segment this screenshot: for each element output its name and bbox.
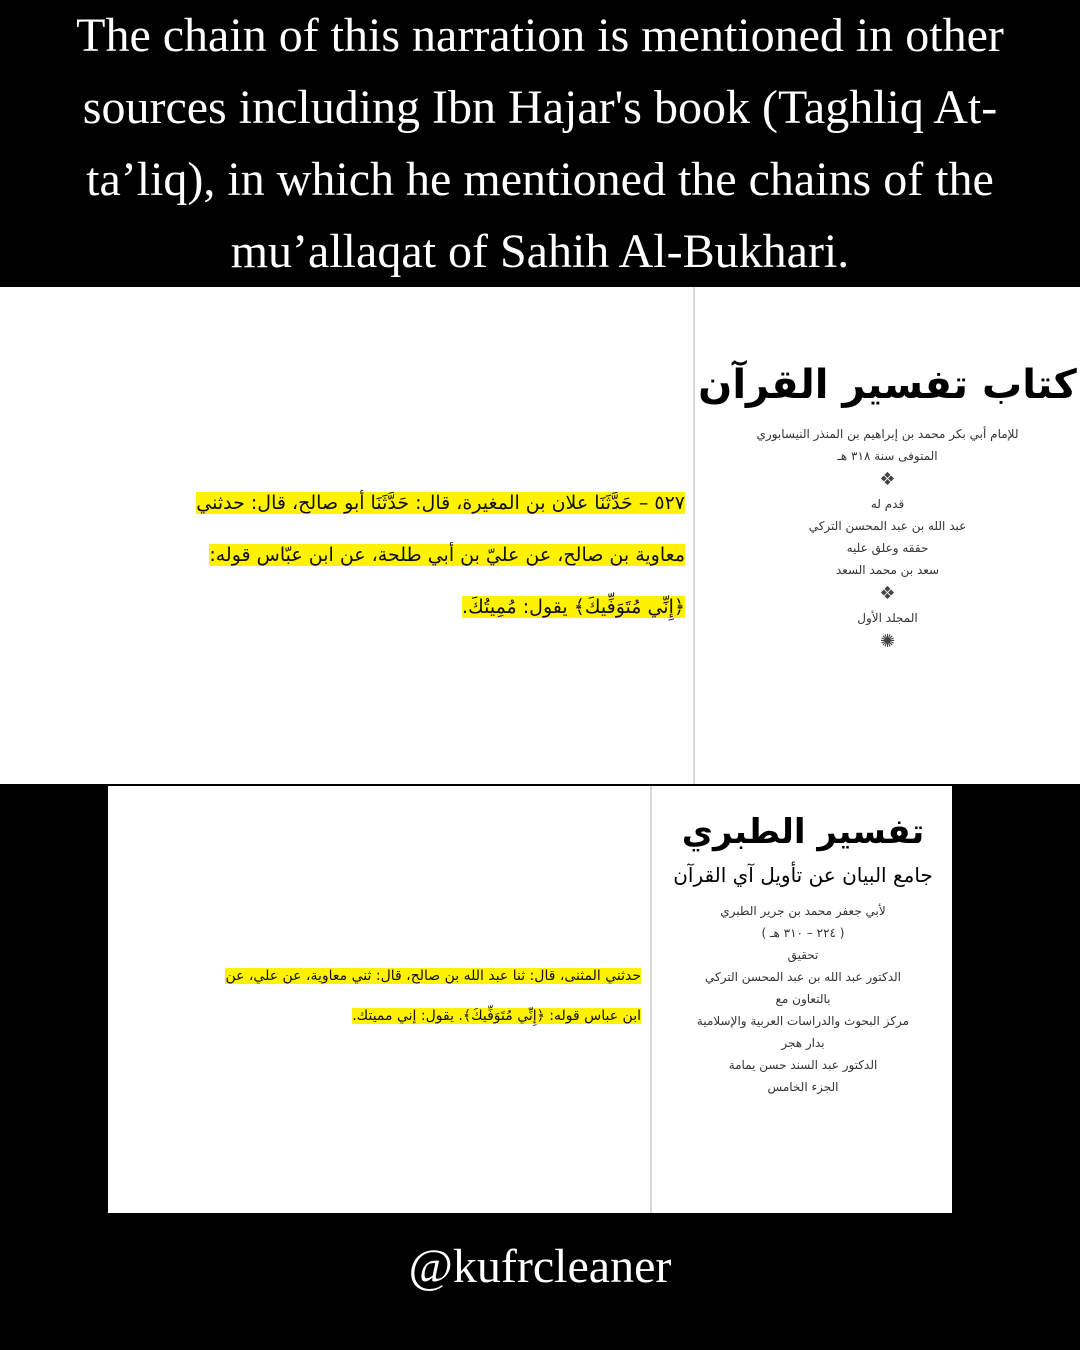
book-title: كتاب تفسير القرآن	[698, 362, 1077, 408]
account-handle: @kufrcleaner	[408, 1240, 672, 1293]
excerpt-line	[10, 581, 685, 633]
cover-text	[652, 900, 952, 1098]
cover-line: حققه وعلق عليه	[846, 541, 929, 555]
excerpt-line	[10, 529, 685, 581]
cover-line: قدم له	[870, 497, 905, 511]
book-title: تفسير الطبري	[681, 812, 925, 852]
cover-line: مركز البحوث والدراسات العربية والإسلامية	[696, 1014, 910, 1028]
caption-line: sources including Ibn Hajar's book (Taghliq At-	[82, 81, 998, 134]
cover-line: ( ٢٢٤ – ٣١٠ هـ )	[761, 926, 845, 940]
cover-line: بدار هجر	[781, 1036, 825, 1050]
cover-line: الجزء الخامس	[767, 1080, 839, 1094]
bottom-scan-panel	[108, 786, 952, 1213]
cover-line: عبد الله بن عبد المحسن التركي	[808, 519, 967, 533]
highlighted-text: ﴿إِنِّي مُتَوَفِّيكَ﴾ يقول: مُمِيتُكَ.	[462, 596, 685, 618]
highlighted-text: معاوية بن صالح، عن عليّ بن أبي طلحة، عن ابن عبّاس قوله:	[209, 544, 685, 566]
cover-text	[695, 423, 1080, 655]
cover-line: سعد بن محمد السعد	[835, 563, 940, 577]
excerpt-line	[116, 996, 641, 1036]
excerpt-line	[116, 956, 641, 996]
caption	[0, 0, 1080, 286]
highlighted-text: ابن عباس قوله: ﴿إِنِّي مُتَوَفِّيكَ﴾. يقول: إني مميتك.	[352, 1008, 641, 1024]
excerpt-line	[10, 477, 685, 529]
cover-line: بالتعاون مع	[775, 992, 831, 1006]
caption-line: The chain of this narration is mentioned in other	[76, 9, 1004, 62]
cover-line: الدكتور عبد السند حسن يمامة	[728, 1058, 878, 1072]
cover-line: الدكتور عبد الله بن عبد المحسن التركي	[705, 970, 901, 984]
top-scan-excerpt	[10, 477, 685, 633]
ornament-icon: ❖	[879, 469, 896, 490]
ornament-icon: ❖	[879, 583, 896, 604]
highlighted-text: حدثني المثنى، قال: ثنا عبد الله بن صالح، قال: ثني معاوية، عن علي، عن	[225, 968, 641, 984]
cover-line: المتوفى سنة ٣١٨ هـ	[837, 449, 938, 463]
caption-line: mu’allaqat of Sahih Al-Bukhari.	[230, 225, 850, 278]
top-book-cover	[693, 287, 1080, 784]
cover-line: لأبي جعفر محمد بن جرير الطبري	[720, 904, 886, 918]
caption-line: ta’liq), in which he mentioned the chains of the	[86, 153, 994, 206]
cover-line: للإمام أبي بكر محمد بن إبراهيم بن المنذر النيسابوري	[756, 427, 1019, 441]
cover-line: المجلد الأول	[857, 611, 918, 625]
bottom-book-cover	[650, 786, 952, 1213]
book-subtitle: جامع البيان عن تأويل آي القرآن	[673, 863, 933, 887]
highlighted-text: ٥٢٧ – حَدَّثَنَا علان بن المغيرة، قال: حَدَّثَنَا أبو صالح، قال: حدثني	[196, 492, 685, 514]
top-scan-panel	[0, 287, 1080, 784]
publisher-logo-icon: ✺	[879, 631, 896, 652]
cover-line: تحقيق	[787, 948, 819, 962]
bottom-scan-excerpt	[116, 956, 641, 1036]
